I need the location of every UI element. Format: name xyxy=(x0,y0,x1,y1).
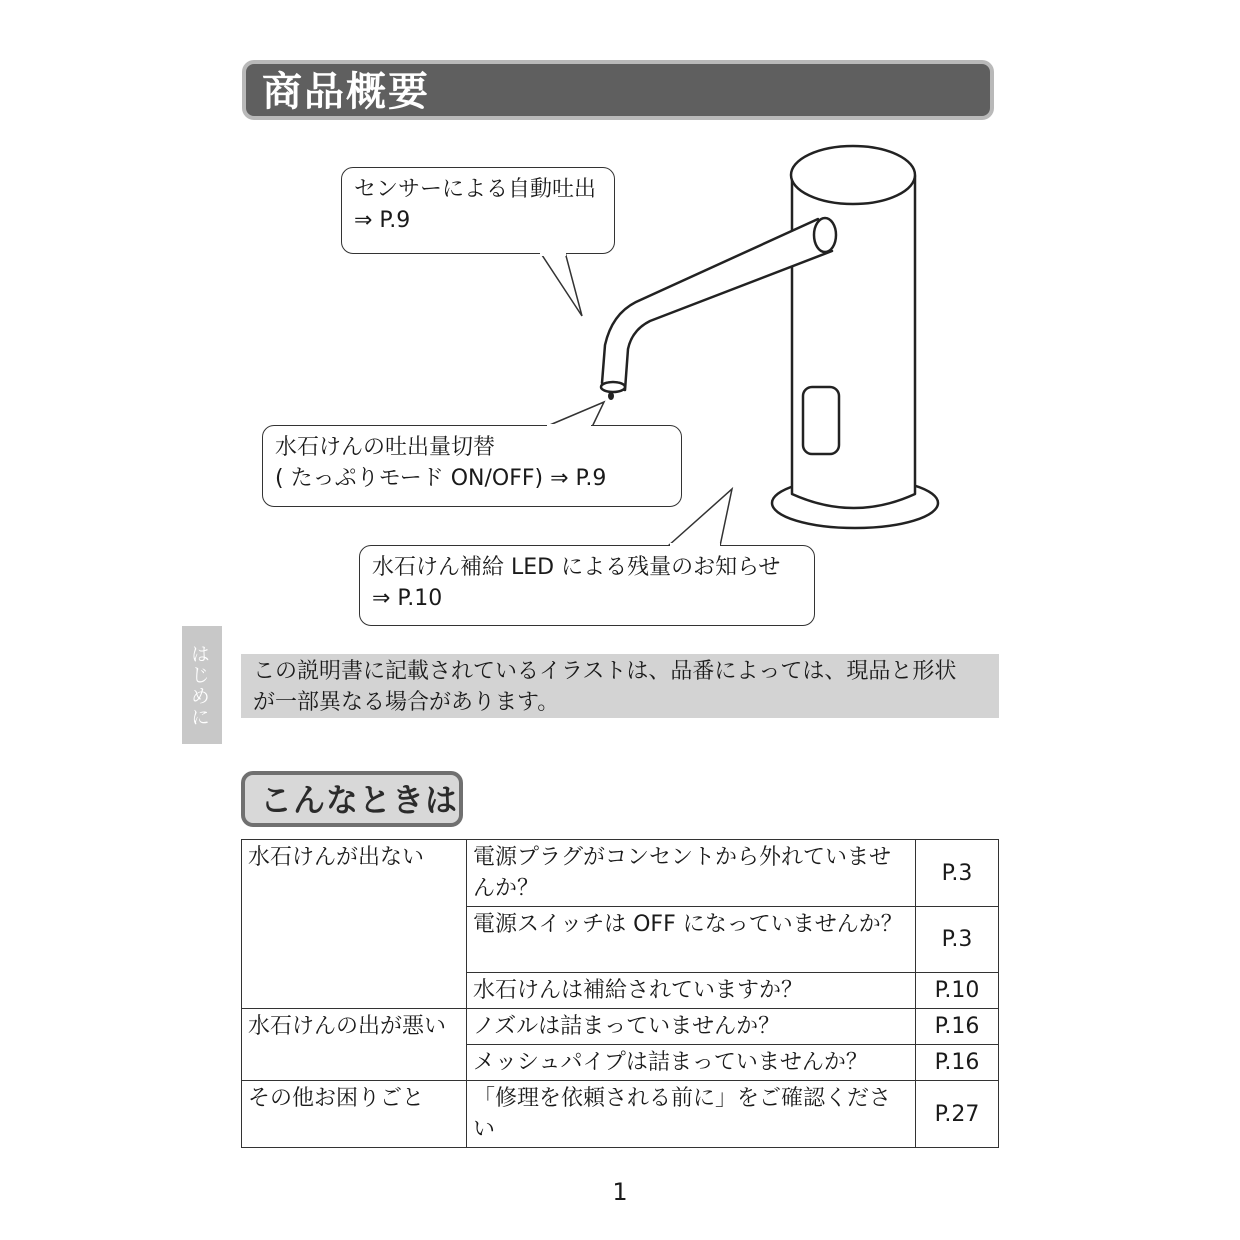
page-ref-cell: P.27 xyxy=(916,1081,999,1148)
subsection-title: こんなときは xyxy=(260,781,459,819)
callout-volume-switch-text: 水石けんの吐出量切替 xyxy=(275,435,496,460)
check-cell: 電源プラグがコンセントから外れていませんか？ xyxy=(467,840,916,907)
check-cell: メッシュパイプは詰まっていませんか？ xyxy=(467,1045,916,1081)
note-line-2: が一部異なる場合があります。 xyxy=(253,690,560,715)
callout-refill-led-text: 水石けん補給 LED による残量のお知らせ xyxy=(372,555,781,580)
dispenser-top xyxy=(791,146,915,204)
callout-volume-switch-ref: ( たっぷりモード ON/OFF) ⇒ P.9 xyxy=(275,466,607,491)
callout-refill-led-ref: ⇒ P.10 xyxy=(372,586,443,611)
check-cell: 電源スイッチは OFF になっていませんか？ xyxy=(467,907,916,973)
callout-refill-led xyxy=(359,545,815,626)
page-ref-cell: P.3 xyxy=(916,840,999,907)
droplet-icon xyxy=(608,392,614,400)
table-row xyxy=(242,1081,999,1148)
table-row xyxy=(242,840,999,907)
callout-volume-switch xyxy=(262,425,682,507)
side-tab-introduction xyxy=(182,626,222,744)
troubleshooting-table xyxy=(241,839,999,1148)
symptom-cell: その他お困りごと xyxy=(242,1081,467,1148)
check-cell: ノズルは詰まっていませんか？ xyxy=(467,1009,916,1045)
note-line-1: この説明書に記載されているイラストは、品番によっては、現品と形状 xyxy=(253,659,957,684)
page-ref-cell: P.3 xyxy=(916,907,999,973)
callout-volume-tail-mask xyxy=(545,424,593,429)
symptom-cell: 水石けんの出が悪い xyxy=(242,1009,467,1081)
callout-auto-dispense-text: センサーによる自動吐出 xyxy=(354,177,597,202)
page-number: 1 xyxy=(612,1178,628,1206)
page-ref-cell: P.16 xyxy=(916,1009,999,1045)
section-title: 商品概要 xyxy=(262,69,430,115)
callout-sensor-tail xyxy=(540,252,582,316)
callout-auto-dispense xyxy=(341,167,615,254)
callout-led-tail-mask xyxy=(668,543,722,548)
table-row xyxy=(242,1009,999,1045)
check-cell: 水石けんは補給されていますか？ xyxy=(467,973,916,1009)
side-tab-label: はじめに xyxy=(188,644,210,728)
sensor-window-icon xyxy=(803,387,839,454)
callout-sensor-tail-mask xyxy=(538,250,568,256)
check-cell: 「修理を依頼される前に」をご確認ください xyxy=(467,1081,916,1148)
subsection-header xyxy=(241,771,463,827)
page-ref-cell: P.10 xyxy=(916,973,999,1009)
page-ref-cell: P.16 xyxy=(916,1045,999,1081)
symptom-cell: 水石けんが出ない xyxy=(242,840,467,1009)
callout-auto-dispense-ref: ⇒ P.9 xyxy=(354,208,411,233)
illustration-note xyxy=(241,654,999,718)
